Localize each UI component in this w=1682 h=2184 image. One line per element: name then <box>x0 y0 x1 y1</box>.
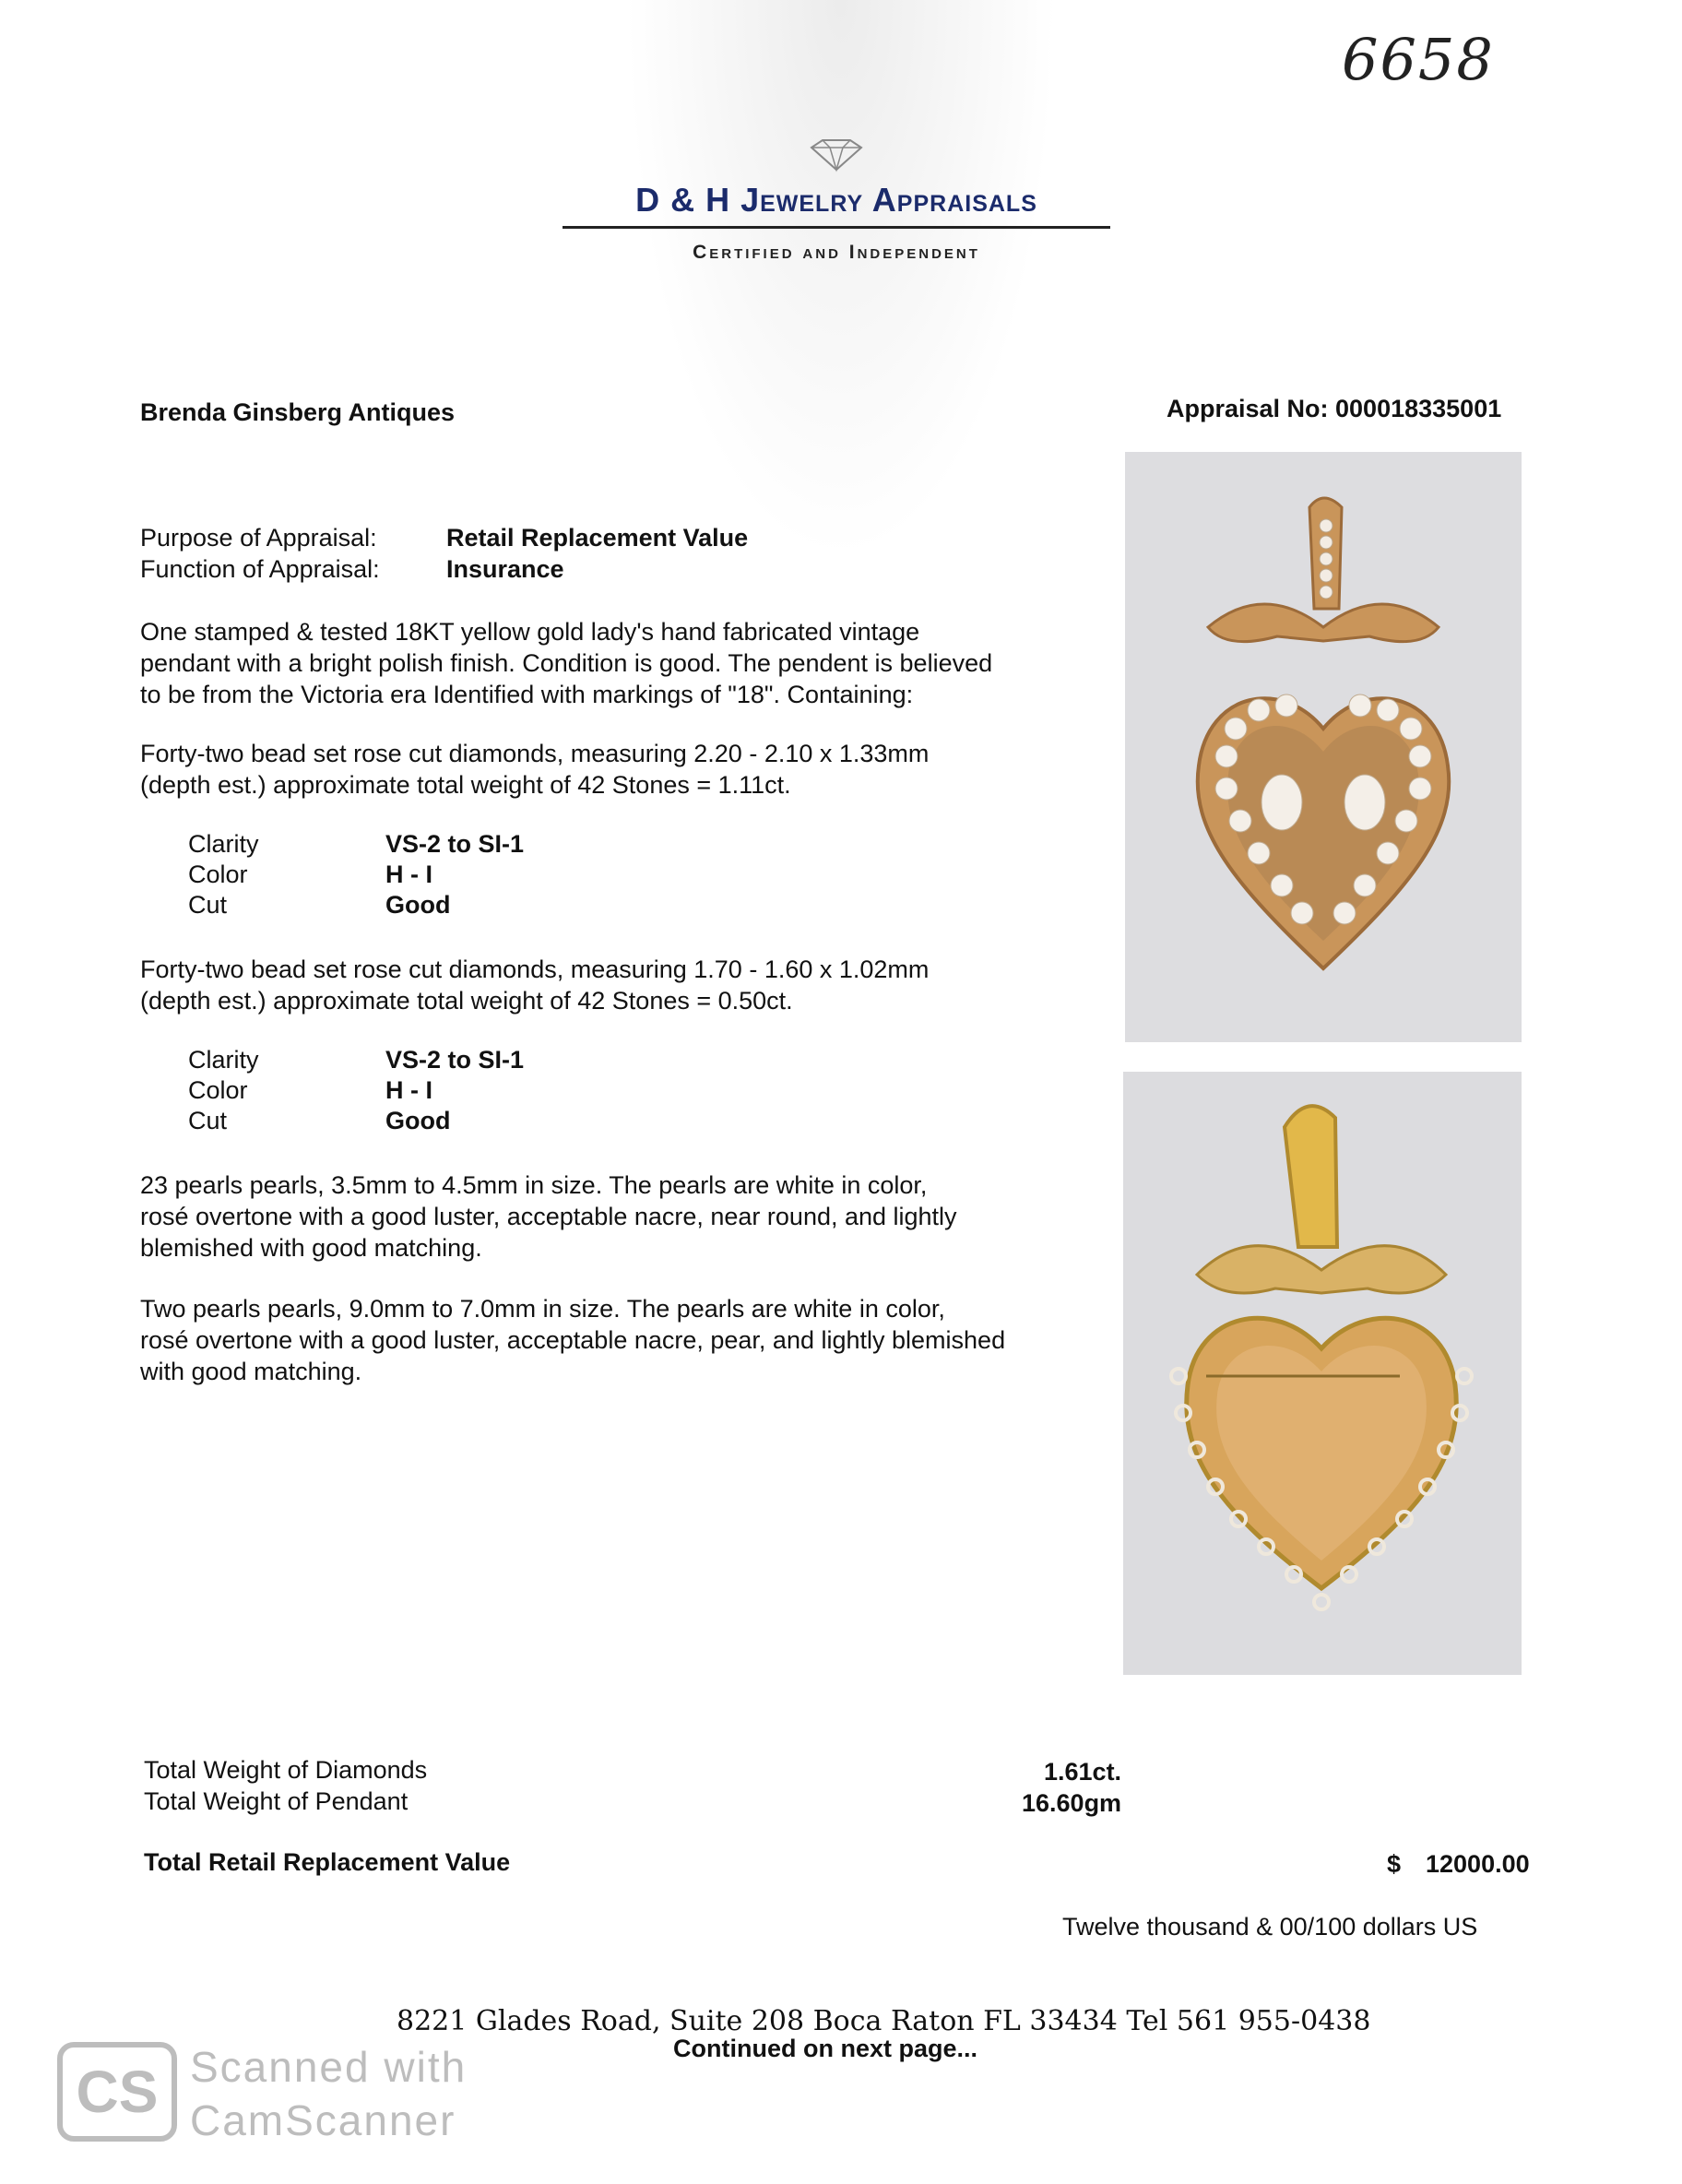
description-line: pendant with a bright polish finish. Condition is good. The pendent is believed <box>140 649 993 677</box>
company-tagline: Certified and Independent <box>693 242 980 263</box>
retail-value-words: Twelve thousand & 00/100 dollars US <box>1062 1913 1478 1941</box>
watermark-line: Scanned with <box>190 2043 468 2091</box>
diamonds-2-cut-value: Good <box>385 1107 451 1134</box>
total-retail-label: Total Retail Replacement Value <box>144 1848 511 1876</box>
camscanner-watermark <box>190 2040 467 2147</box>
continued-note: Continued on next page... <box>673 2035 977 2062</box>
diamonds-1-description <box>140 738 1090 801</box>
appraisal-number: Appraisal No: 000018335001 <box>1167 395 1502 422</box>
diamonds-2-color-value: H - I <box>385 1076 432 1104</box>
description-line: to be from the Victoria era Identified with markings of "18". Containing: <box>140 681 914 708</box>
diamonds-1-cut-label: Cut <box>188 891 228 919</box>
function-value: Insurance <box>446 555 564 583</box>
pearls-2-description <box>140 1293 1090 1387</box>
diamonds-2-description <box>140 954 1090 1016</box>
client-name: Brenda Ginsberg Antiques <box>140 398 456 426</box>
diamonds-1-clarity-label: Clarity <box>188 830 259 858</box>
pearls-1-line: rosé overtone with a good luster, acceptable nacre, near round, and lightly <box>140 1203 957 1230</box>
header-rule <box>563 226 1110 229</box>
total-diamonds-label: Total Weight of Diamonds <box>144 1756 428 1784</box>
pearls-1-line: 23 pearls pearls, 3.5mm to 4.5mm in size. The pearls are white in color, <box>140 1171 928 1199</box>
diamonds-2-line: (depth est.) approximate total weight of 42 Stones = 0.50ct. <box>140 987 793 1015</box>
purpose-value: Retail Replacement Value <box>446 524 749 552</box>
pearls-1-description <box>140 1169 1090 1264</box>
pendant-front-photo <box>1125 452 1522 1042</box>
total-pendant-value: 16.60gm <box>1022 1789 1122 1817</box>
diamonds-1-line: (depth est.) approximate total weight of 42 Stones = 1.11ct. <box>140 771 791 799</box>
diamond-logo-icon <box>804 136 869 173</box>
pendant-back-illustration <box>1123 1072 1522 1675</box>
pendant-back-photo <box>1123 1072 1522 1675</box>
item-description <box>140 616 1090 710</box>
retail-currency: $ <box>1387 1850 1402 1878</box>
function-label: Function of Appraisal: <box>140 555 380 583</box>
diamonds-1-line: Forty-two bead set rose cut diamonds, measuring 2.20 - 2.10 x 1.33mm <box>140 740 930 767</box>
diamonds-2-color-label: Color <box>188 1076 248 1104</box>
total-pendant-label: Total Weight of Pendant <box>144 1787 409 1815</box>
diamonds-2-line: Forty-two bead set rose cut diamonds, measuring 1.70 - 1.60 x 1.02mm <box>140 956 930 983</box>
description-line: One stamped & tested 18KT yellow gold lady's hand fabricated vintage <box>140 618 920 646</box>
diamonds-1-cut-value: Good <box>385 891 451 919</box>
total-diamonds-value: 1.61ct. <box>1044 1758 1122 1786</box>
watermark-line: CamScanner <box>190 2096 456 2144</box>
diamonds-2-cut-label: Cut <box>188 1107 228 1134</box>
diamonds-1-color-label: Color <box>188 861 248 888</box>
pendant-front-illustration <box>1125 452 1522 1042</box>
pearls-2-line: with good matching. <box>140 1358 362 1385</box>
total-retail-value: 12000.00 <box>1426 1850 1530 1878</box>
company-name: D & H Jewelry Appraisals <box>635 181 1037 219</box>
handwritten-number: 6658 <box>1342 26 1495 93</box>
diamonds-1-clarity-value: VS-2 to SI-1 <box>385 830 525 858</box>
purpose-label: Purpose of Appraisal: <box>140 524 377 552</box>
footer-address: 8221 Glades Road, Suite 208 Boca Raton FL 33434 Tel 561 955-0438 <box>397 2005 1371 2037</box>
pearls-2-line: rosé overtone with a good luster, acceptable nacre, pear, and lightly blemished <box>140 1326 1006 1354</box>
diamonds-1-color-value: H - I <box>385 861 432 888</box>
camscanner-logo-icon: CS <box>57 2042 177 2142</box>
diamonds-2-clarity-label: Clarity <box>188 1046 259 1074</box>
pearls-1-line: blemished with good matching. <box>140 1234 482 1262</box>
diamonds-2-clarity-value: VS-2 to SI-1 <box>385 1046 525 1074</box>
pearls-2-line: Two pearls pearls, 9.0mm to 7.0mm in size. The pearls are white in color, <box>140 1295 945 1323</box>
